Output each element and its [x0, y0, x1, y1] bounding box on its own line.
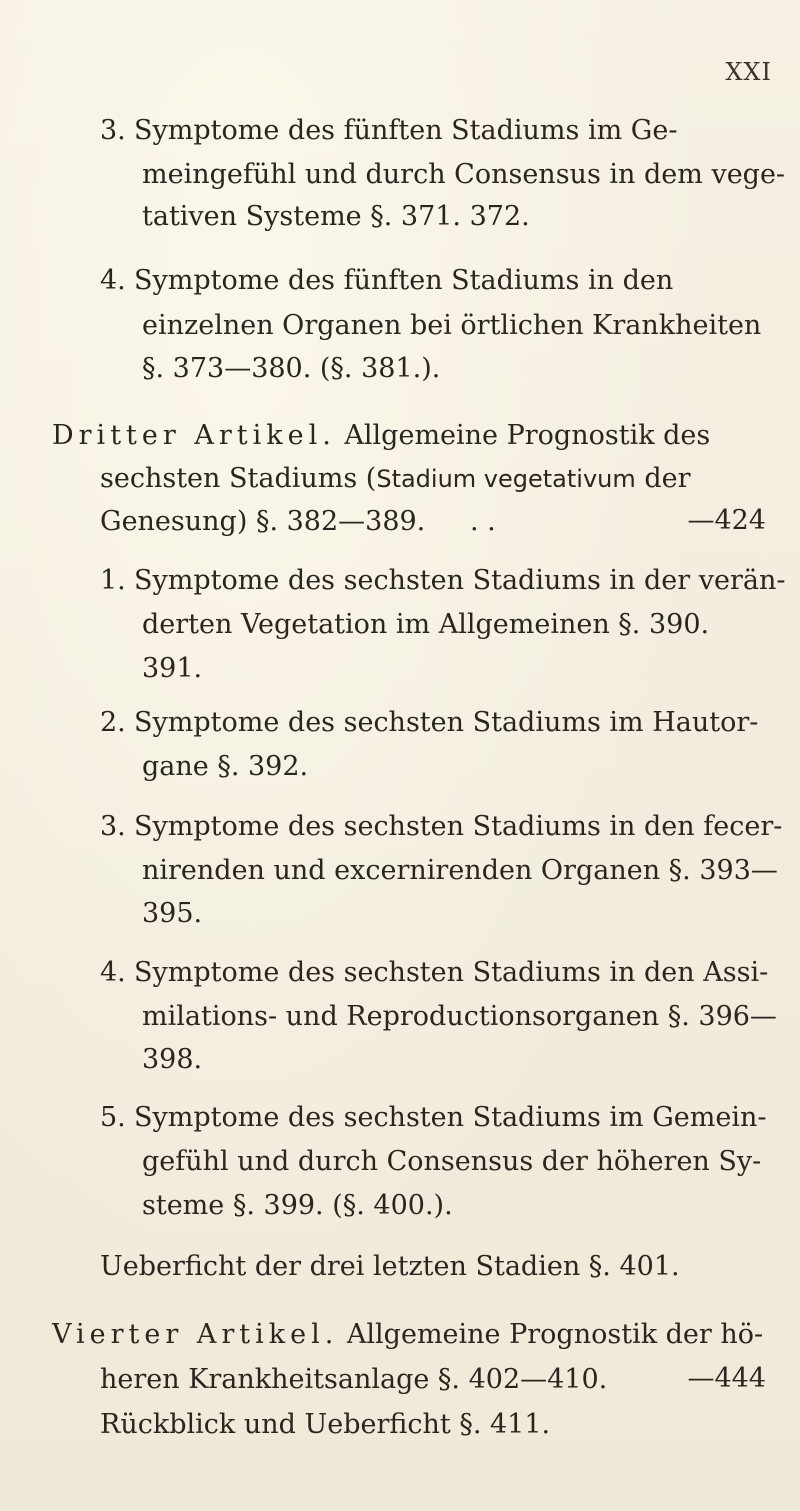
- article-label: Dritter Artikel.: [52, 420, 336, 451]
- toc-entry-a3-5-line-1: 5. Symptome des sechsten Stadiums im Gemein-: [100, 1102, 767, 1133]
- toc-entry-3-line-2: meingefühl und durch Consensus in dem vege-: [142, 159, 786, 190]
- toc-entry-a3-1-line-1: 1. Symptome des sechsten Stadiums in der verän-: [100, 565, 786, 596]
- article-3-heading-line-1: [52, 419, 710, 453]
- closing-line: Rückblick und Ueberficht §. 411.: [100, 1409, 551, 1440]
- toc-entry-4-line-2: einzelnen Organen bei örtlichen Krankheiten: [142, 310, 762, 341]
- overview-line: Ueberficht der drei letzten Stadien §. 401.: [100, 1251, 680, 1282]
- entry-text: Symptome des fünften Stadiums in den: [134, 265, 674, 296]
- toc-entry-a3-2-line-2: gane §. 392.: [142, 751, 309, 782]
- toc-entry-a3-4-line-2: milations- und Reproductionsorganen §. 396—: [142, 1001, 777, 1032]
- toc-entry-a3-3-line-1: 3. Symptome des sechsten Stadiums in den fecer-: [100, 811, 783, 842]
- article-3-heading-line-3: Genesung) §. 382—389.: [100, 506, 426, 537]
- toc-entry-a3-4-line-1: 4. Symptome des sechsten Stadiums in den Assi-: [100, 957, 769, 988]
- toc-entry-a3-5-line-2: gefühl und durch Consensus der höheren Sy-: [142, 1146, 762, 1177]
- toc-entry-a3-5-line-3: steme §. 399. (§. 400.).: [142, 1190, 453, 1221]
- entry-number: 3.: [100, 115, 126, 146]
- entry-number: 4.: [100, 265, 126, 296]
- page-number: XXI: [725, 58, 772, 86]
- toc-entry-3-line-1: [100, 114, 677, 148]
- toc-entry-a3-1-line-3: 391.: [142, 653, 203, 684]
- toc-entry-a3-1-line-2: derten Vegetation im Allgemeinen §. 390.: [142, 609, 710, 640]
- article-title: Allgemeine Prognostik der hö-: [346, 1319, 764, 1350]
- toc-entry-a3-4-line-3: 398.: [142, 1044, 203, 1075]
- article-3-heading-line-2: sechsten Stadiums (Stadium vegetativum der: [100, 463, 691, 494]
- article-4-heading-line-2: heren Krankheitsanlage §. 402—410.: [100, 1364, 608, 1395]
- article-label: Vierter Artikel.: [52, 1319, 339, 1350]
- article-3-page-ref: —424: [687, 505, 766, 536]
- entry-text: Symptome des fünften Stadiums im Ge-: [134, 115, 678, 146]
- toc-entry-4-line-1: [100, 264, 673, 298]
- toc-entry-a3-3-line-3: 395.: [142, 898, 203, 929]
- article-3-leader-dots: . .: [470, 506, 496, 537]
- article-title: Allgemeine Prognostik des: [344, 420, 711, 451]
- toc-entry-a3-3-line-2: nirenden und excernirenden Organen §. 393—: [142, 855, 778, 886]
- toc-entry-4-line-3: §. 373—380. (§. 381.).: [142, 353, 441, 384]
- toc-entry-3-line-3: tativen Systeme §. 371. 372.: [142, 201, 530, 232]
- article-4-page-ref: —444: [687, 1363, 766, 1394]
- toc-entry-a3-2-line-1: 2. Symptome des sechsten Stadiums im Hautor-: [100, 707, 759, 738]
- article-4-heading-line-1: [52, 1318, 763, 1352]
